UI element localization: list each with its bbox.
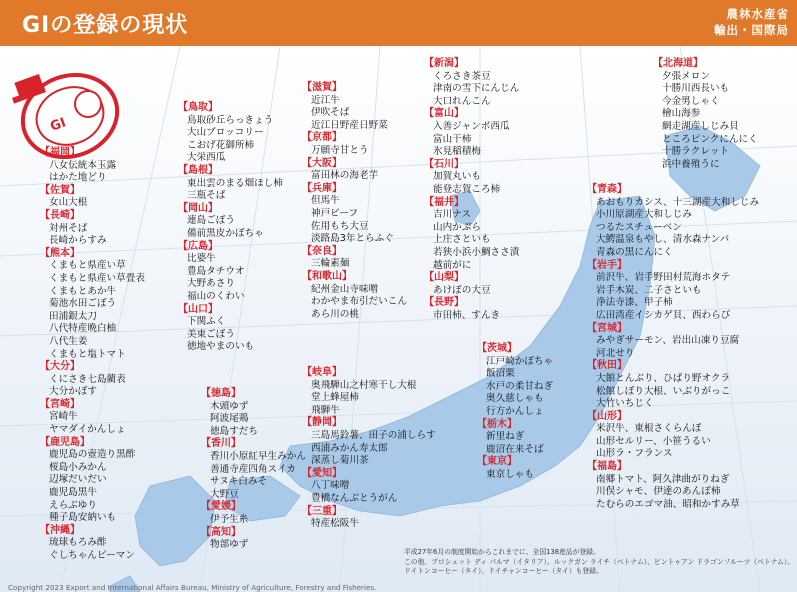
ministry-name: 農林水産省 [726, 7, 789, 21]
prefecture-label: 【島根】 [178, 164, 218, 176]
gi-product-item: つるたスチューベン [596, 221, 682, 233]
prefecture-label: 【広島】 [178, 240, 218, 252]
prefecture-label: 【愛知】 [302, 467, 342, 479]
gi-product-item: 八丁味噌 [311, 480, 350, 492]
gi-product-item: 但馬牛 [311, 195, 340, 207]
gi-product-item: 物部ゆず [210, 539, 249, 551]
gi-product-item: 網走湖産しじみ貝 [662, 120, 739, 132]
gi-product-item: くまもと塩トマト [49, 348, 126, 360]
prefecture-label: 【長野】 [424, 297, 464, 309]
region-kanto [477, 343, 553, 482]
gi-product-item: 夕張メロン [662, 70, 710, 82]
gi-product-item: 八女伝統本玉露 [49, 159, 117, 171]
gi-product-item: 山内かぶら [433, 221, 481, 233]
gi-product-item: 伊予生糸 [210, 513, 249, 525]
prefecture-label: 【宮崎】 [40, 398, 80, 410]
gi-product-item: 福山のくわい [187, 290, 245, 302]
prefecture-label: 【京都】 [302, 132, 342, 144]
prefecture-label: 【北海道】 [653, 58, 703, 69]
gi-product-item: 大野あさり [187, 278, 235, 290]
gi-product-item: 鹿沼在来そば [486, 443, 544, 455]
gi-product-item: 伊吹そば [311, 107, 350, 119]
gi-product-item: 大野豆 [210, 488, 239, 500]
gi-product-item: 大山ブロッコリー [187, 127, 264, 139]
gi-product-item: 三瓶そば [187, 190, 226, 202]
region-tokai [302, 367, 436, 531]
gi-product-item: 長崎からすみ [49, 235, 107, 247]
gi-product-item: 加賀丸いも [433, 171, 481, 183]
region-tohoku [587, 184, 759, 511]
prefecture-label: 【山口】 [178, 303, 218, 315]
gi-product-item: 田浦銀太刀 [49, 310, 97, 322]
gi-product-item: 菊池水田ごぼう [49, 298, 117, 310]
gi-product-item: 大館とんぶり、ひばり野オクラ [596, 372, 731, 384]
gi-product-item: 三島馬鈴薯、田子の浦しらす [311, 429, 436, 441]
gi-product-item: ぐしちゃんピーマン [49, 550, 135, 561]
ministry-label [714, 6, 789, 38]
gi-product-item: 大口れんこん [433, 95, 491, 107]
gi-product-item: 特産松阪牛 [311, 518, 359, 530]
gi-product-item: 江戸崎かぼちゃ [486, 355, 554, 367]
gi-product-item: 連島ごぼう [187, 215, 235, 227]
gi-product-item: 深蒸し菊川茶 [311, 455, 369, 467]
gi-product-item: 川俣シャモ、伊達のあんぽ柿 [596, 486, 721, 498]
gi-product-item: こおげ花御所柿 [187, 139, 255, 151]
prefecture-label: 【三重】 [302, 505, 342, 517]
gi-product-item: 山形ラ・フランス [596, 448, 673, 460]
bureau-name: 輸出・国際局 [714, 23, 789, 37]
prefecture-label: 【鹿児島】 [40, 436, 90, 448]
gi-product-item: 大分かぼす [49, 386, 97, 398]
gi-product-item: 上庄さといも [433, 234, 491, 246]
prefecture-label: 【愛媛】 [201, 501, 241, 513]
gi-product-item: 備前黒皮かぼちゃ [187, 227, 264, 239]
gi-product-item: 下関ふく [187, 316, 226, 328]
prefecture-label: 【東京】 [477, 456, 517, 468]
gi-product-item: 入善ジャンボ西瓜 [433, 120, 510, 132]
gi-product-item: 女山大根 [49, 197, 88, 209]
gi-product-item: 琉球もろみ酢 [49, 537, 107, 549]
map-area [0, 46, 797, 592]
gi-product-item: 神戸ビーフ [311, 207, 359, 219]
gi-product-item: 前沢牛、岩手野田村荒海ホタテ [596, 272, 731, 284]
gi-product-item: 桜島小みかん [49, 461, 107, 473]
prefecture-label: 【山形】 [587, 410, 627, 422]
prefecture-label: 【新潟】 [424, 58, 464, 69]
gi-product-item: 南郷トマト、阿久津曲がりねぎ [596, 473, 730, 485]
prefecture-label: 【福島】 [587, 461, 627, 473]
gi-product-item: 徳地やまのいも [187, 341, 255, 353]
prefecture-label: 【栃木】 [477, 418, 517, 430]
prefecture-label: 【熊本】 [40, 247, 80, 259]
gi-product-item: 豊橋なんぶとうがん [311, 492, 398, 504]
gi-product-item: 豊島タチウオ [187, 265, 245, 277]
gi-product-item: 市田柿、すんき [433, 309, 501, 321]
gi-product-item: 西浦みかん寿太郎 [311, 442, 388, 454]
gi-product-item: くまもと県産い草畳表 [49, 272, 145, 284]
gi-product-item: 近江日野産日野菜 [311, 119, 388, 131]
gi-product-item: 大鰐温泉もやし、清水森ナンバ [596, 234, 730, 246]
gi-product-item: 河北せり [596, 347, 635, 359]
prefecture-label: 【福岡】 [40, 147, 80, 158]
copyright-text: Copyright 2023 Export and International Affairs Bureau, Ministry of Agriculture, Forestry and Fisheries. [8, 583, 377, 592]
gi-product-item: 新里ねぎ [486, 431, 525, 443]
gi-product-item: 米沢牛、東根さくらんぼ [596, 423, 702, 435]
gi-product-item: 東出雲のまる畑ほし柿 [187, 177, 283, 189]
prefecture-label: 【岡山】 [178, 202, 218, 214]
gi-product-item: 吉川ナス [433, 209, 471, 221]
prefecture-label: 【奈良】 [302, 245, 342, 257]
gi-product-item: 今金男しゃく [662, 95, 720, 107]
gi-product-item: 木頭ゆず [210, 400, 249, 412]
gi-product-item: 奥飛騨山之村寒干し大根 [311, 379, 417, 391]
prefecture-label: 【長崎】 [40, 209, 80, 221]
gi-product-item: 善通寺産四角スイカ [210, 463, 296, 475]
prefecture-label: 【徳島】 [201, 388, 241, 399]
gi-product-item: サヌキ白みそ [210, 476, 268, 488]
footnote [404, 548, 794, 577]
gi-product-item: 淡路島3年とらふぐ [311, 233, 394, 245]
region-chugoku [178, 102, 283, 354]
gi-product-item: ところピンクにんにく [662, 133, 758, 145]
gi-product-item: 岩手木炭、二子さといも [596, 284, 702, 296]
prefecture-label: 【高知】 [201, 526, 241, 538]
gi-product-item: 鹿児島黒牛 [49, 487, 97, 499]
gi-product-item: 万願寺甘とう [311, 144, 369, 156]
prefecture-label: 【鳥取】 [178, 102, 218, 113]
gi-product-item: 八代特産晩白柚 [49, 323, 117, 335]
gi-product-item: 氷見稲積梅 [433, 146, 481, 158]
prefecture-label: 【滋賀】 [302, 82, 342, 93]
gi-product-item: くまもとあか牛 [49, 285, 117, 297]
prefecture-label: 【佐賀】 [40, 184, 80, 196]
prefecture-label: 【茨城】 [477, 343, 517, 354]
prefecture-label: 【香川】 [201, 438, 241, 450]
gi-product-item: 大栄西瓜 [187, 152, 226, 164]
gi-product-item: 種子島安納いも [49, 512, 117, 524]
gi-product-item: 阿波尾鶏 [210, 413, 249, 425]
gi-product-item: 青森の黒にんにく [596, 246, 673, 258]
gi-product-item: 辺塚だいだい [49, 474, 107, 486]
gi-product-item: 水戸の柔甘ねぎ [486, 380, 554, 392]
gi-product-item: 行方かんしょ [486, 405, 544, 417]
gi-product-item: 奥久慈しゃも [486, 393, 544, 405]
gi-product-item: 対州そば [49, 222, 88, 234]
region-hokkaido [653, 58, 758, 171]
gi-product-item: 徳島すだち [210, 425, 258, 437]
region-kinki [302, 82, 407, 321]
prefecture-label: 【宮城】 [587, 322, 627, 334]
gi-product-item: 浄法寺漆、甲子柿 [596, 297, 673, 309]
prefecture-label: 【沖縄】 [40, 524, 80, 536]
gi-product-item: 浜中養殖うに [662, 158, 720, 170]
region-kyushu [40, 147, 145, 563]
gi-product-item: くろさき茶豆 [433, 70, 491, 82]
prefecture-label: 【富山】 [424, 108, 464, 120]
footnote-line: ドイトンコーヒー（タイ）、ドイチャンコーヒー（タイ）も登録。 [404, 567, 603, 575]
prefecture-label: 【山梨】 [424, 272, 464, 284]
gi-product-item: 堂上蜂屋柿 [311, 392, 359, 404]
prefecture-label: 【青森】 [587, 184, 627, 195]
gi-product-item: あおもりカシス、十三湖産大和しじみ [596, 196, 760, 208]
gi-product-item: わかやま布引だいこん [311, 296, 407, 308]
gi-product-item: 越前がに [433, 259, 472, 271]
gi-product-item: 香川小原紅早生みかん [210, 450, 306, 462]
gi-product-item: 十勝川西長いも [662, 83, 730, 95]
gi-product-item: あら川の桃 [311, 308, 359, 320]
gi-product-item: 佐用もち大豆 [311, 220, 369, 232]
gi-product-item: 飯沼栗 [486, 368, 515, 380]
gi-product-item: 紀州金山寺味噌 [311, 283, 379, 295]
gi-product-item: はかた地どり [49, 172, 107, 184]
gi-product-item: 八代生姜 [49, 335, 88, 347]
prefecture-label: 【静岡】 [302, 417, 342, 429]
footnote-line: 平成27年6月の制度開始からこれまでに、全国138産品が登録。 [404, 548, 600, 556]
gi-product-item: 三輪素麺 [311, 258, 350, 270]
gi-product-item: 小川原湖産大和しじみ [596, 209, 692, 221]
gi-product-item: たむらのエゴマ油、昭和かすみ草 [596, 498, 740, 510]
gi-product-item: 富山干柿 [433, 133, 472, 145]
gi-product-item: 津南の雪下にんじん [433, 83, 520, 95]
gi-product-item: 比婆牛 [187, 253, 216, 265]
prefecture-label: 【石川】 [424, 158, 464, 170]
gi-product-item: 美東ごぼう [187, 328, 235, 340]
gi-product-item: 鳥取砂丘らっきょう [187, 114, 274, 126]
gi-product-item: 能登志賀ころ柿 [433, 183, 501, 195]
logo-gi-text: GI [48, 115, 69, 135]
footnote-line: この他、プロシュット ディ パルマ（イタリア）、ルックガン ライチ（ベトナム）、ビントゥアン ドラゴンフルーツ（ベトナム）、 [404, 557, 795, 566]
page-title: GIの登録の現状 [22, 13, 189, 38]
gi-product-item: 松館しぼり大根、いぶりがっこ [596, 385, 731, 397]
gi-product-item: くまもと県産い草 [49, 260, 126, 272]
header-bar [0, 0, 797, 46]
gi-product-item: 近江牛 [311, 94, 340, 106]
gi-product-item: 若狭小浜小鯛ささ漬 [433, 246, 520, 258]
prefecture-label: 【岩手】 [587, 259, 627, 271]
gi-product-item: 飛騨牛 [311, 404, 340, 416]
gi-product-item: あけぼの大豆 [433, 284, 491, 296]
gi-product-item: 宮崎牛 [49, 411, 78, 423]
gi-product-item: 広田湾産イシカゲ貝、西わらび [596, 309, 731, 321]
gi-product-item: 山形セルリー、小笹うるい [596, 435, 711, 447]
prefecture-label: 【大阪】 [302, 157, 342, 169]
gi-product-item: 檜山海参 [662, 108, 701, 120]
gi-product-item: みやぎサーモン、岩出山凍り豆腐 [596, 335, 740, 347]
prefecture-label: 【岐阜】 [302, 367, 342, 378]
prefecture-label: 【兵庫】 [302, 182, 342, 194]
prefecture-label: 【秋田】 [587, 360, 627, 372]
gi-product-item: ヤマダイかんしょ [49, 424, 126, 436]
gi-product-item: 富田林の海老芋 [311, 170, 379, 182]
region-shikoku [201, 388, 306, 552]
gi-product-item: 鹿児島の壺造り黒酢 [49, 449, 136, 461]
region-hokuriku [424, 58, 519, 322]
gi-product-item: えらぶゆり [49, 499, 97, 511]
gi-product-item: くにさき七島藺表 [49, 373, 126, 385]
gi-product-item: 十勝ラクレット [662, 146, 730, 158]
prefecture-label: 【福井】 [424, 196, 464, 208]
prefecture-label: 【大分】 [40, 361, 80, 373]
prefecture-label: 【和歌山】 [302, 270, 352, 282]
gi-product-item: 大竹いちじく [596, 398, 654, 410]
gi-product-item: 東京しゃも [486, 468, 534, 480]
